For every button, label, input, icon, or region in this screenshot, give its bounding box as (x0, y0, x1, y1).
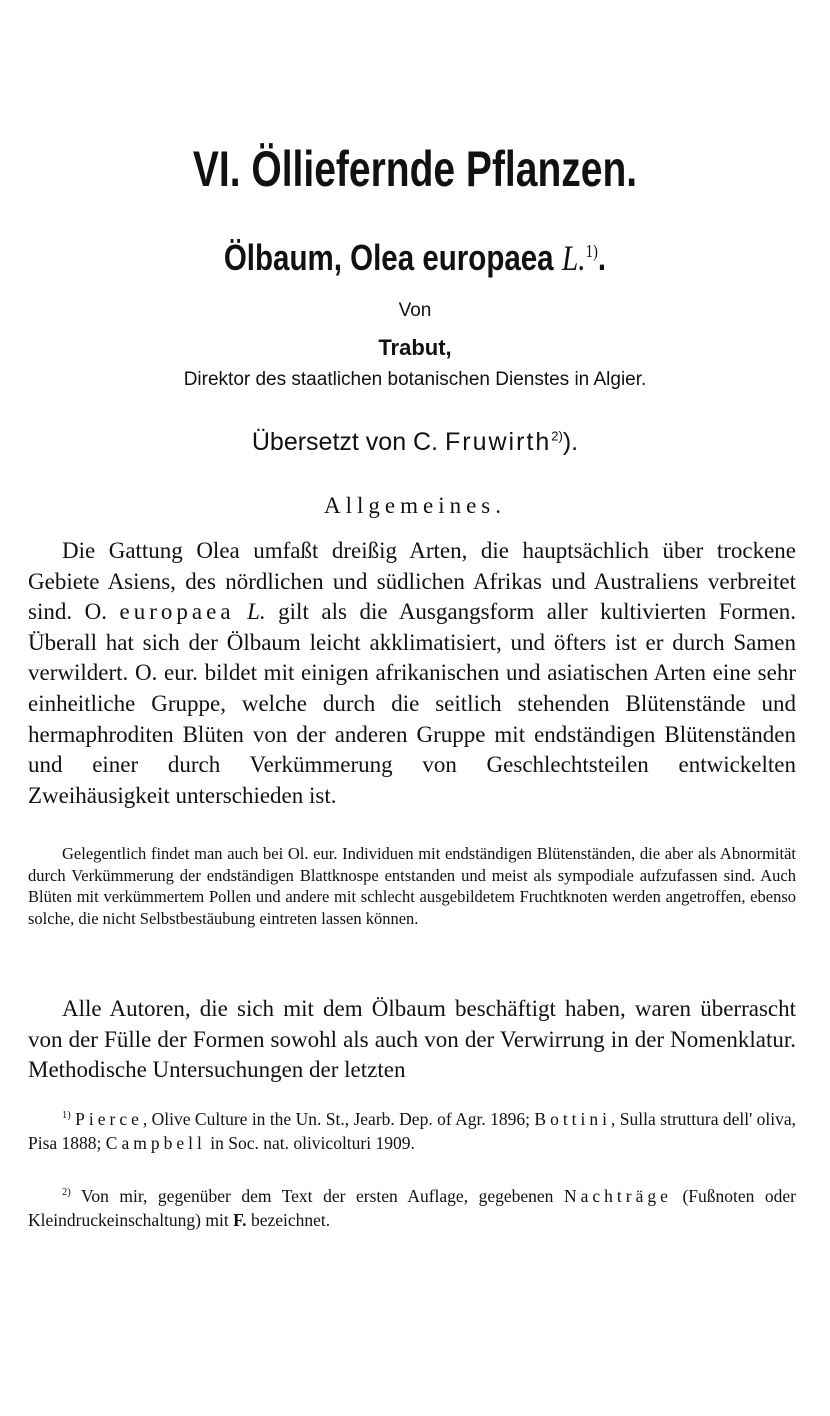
paragraph-1-text-a: Die Gattung Olea umfaßt dreißig Arten, die hauptsächlich über trockene Gebiete Asiens, des nördlichen und südlichen Afrikas und Australiens verbreitet sind. O. (28, 538, 796, 625)
footnote-1-name-pierce: Pierce (75, 1109, 143, 1129)
footnote-1 (28, 1107, 796, 1155)
footnote-2 (28, 1184, 796, 1232)
translator-name: Fruwirth (445, 428, 552, 456)
article-title (75, 237, 756, 279)
species-epithet: europaea (119, 599, 235, 625)
article-title-main: Ölbaum, Olea europaea (223, 237, 554, 278)
footnote-2-spaced-word: Nachträge (563, 1186, 672, 1206)
footnote-2-mark: 2) (62, 1187, 71, 1199)
author-abbrev: L. (247, 599, 266, 625)
body-paragraph-2: Alle Autoren, die sich mit dem Ölbaum beschäftigt haben, waren überrascht von der Fülle der Formen sowohl als auch von der Verwirrung in der Nomenklatur. Methodische Untersuchungen der letzten (28, 996, 796, 1083)
article-title-author-abbrev: L. (561, 238, 586, 278)
translator-line (0, 428, 830, 457)
footnote-2-text-c: bezeichnet. (250, 1210, 331, 1230)
author-affiliation: Direktor des staatlichen botanischen Dienstes in Algier. (183, 369, 647, 390)
paragraph-1-text-c: gilt als die Ausgangsform aller kultivierten Formen. Überall hat sich der Ölbaum leicht akklimatisiert, und öfters ist er durch Samen verwildert. O. eur. bildet mit einigen afrikanischen und asiatischen Arten eine sehr einheitliche Gruppe, welche durch die seitlich stehenden Blütenstände und hermaphroditen Blüten von der anderen Gruppe mit endständigen Blütenständen und einer durch Verkümmerung von Geschlechtsteilen entwickelten Zweihäusigkeit unterschieden ist. (28, 599, 797, 808)
translator-suffix: ). (562, 428, 579, 456)
footnote-2-bold-mark: F. (233, 1210, 247, 1230)
footnote-1-text-c: in Soc. nat. olivicolturi 1909. (210, 1133, 415, 1153)
small-print-note: Gelegentlich findet man auch bei Ol. eur. Individuen mit endständigen Blütenständen, die aber als Abnormität durch Verkümmerung der endständigen Blattknospe entstanden und meist als sympodiale aufzufassen sind. Auch Blüten mit verkümmertem Pollen und andere mit schlecht ausgebildetem Fruchtknoten werden angetroffen, ebenso solche, die nicht Selbstbestäubung eintreten lassen können. (28, 844, 796, 928)
translator-prefix: Übersetzt von C. (251, 428, 439, 456)
footnote-2-text-b: (Fußnoten oder Kleindruckeinschaltung) mit (28, 1186, 797, 1230)
footnote-1-mark: 1) (62, 1110, 71, 1122)
body-paragraph-1 (28, 536, 796, 811)
footnote-ref-2: 2) (551, 428, 563, 444)
footnote-ref-1: 1) (585, 241, 598, 261)
author-name: Trabut, (378, 335, 452, 360)
footnote-2-text-a: Von mir, gegenüber dem Text der ersten Auflage, gegebenen (80, 1186, 554, 1206)
article-title-period: . (597, 237, 607, 278)
byline-von: Von (398, 300, 432, 321)
section-heading: Allgemeines. (324, 493, 506, 518)
footnote-1-text-b: , Sulla struttura dell' oliva, Pisa 1888; (28, 1109, 797, 1153)
footnote-1-name-bottini: Bottini (534, 1109, 612, 1129)
chapter-title: VI. Ölliefernde Pflanzen. (192, 141, 638, 197)
footnote-1-name-campbell: Campbell (105, 1133, 206, 1153)
footnote-1-text-a: , Olive Culture in the Un. St., Jearb. Dep. of Agr. 1896; (142, 1109, 530, 1129)
